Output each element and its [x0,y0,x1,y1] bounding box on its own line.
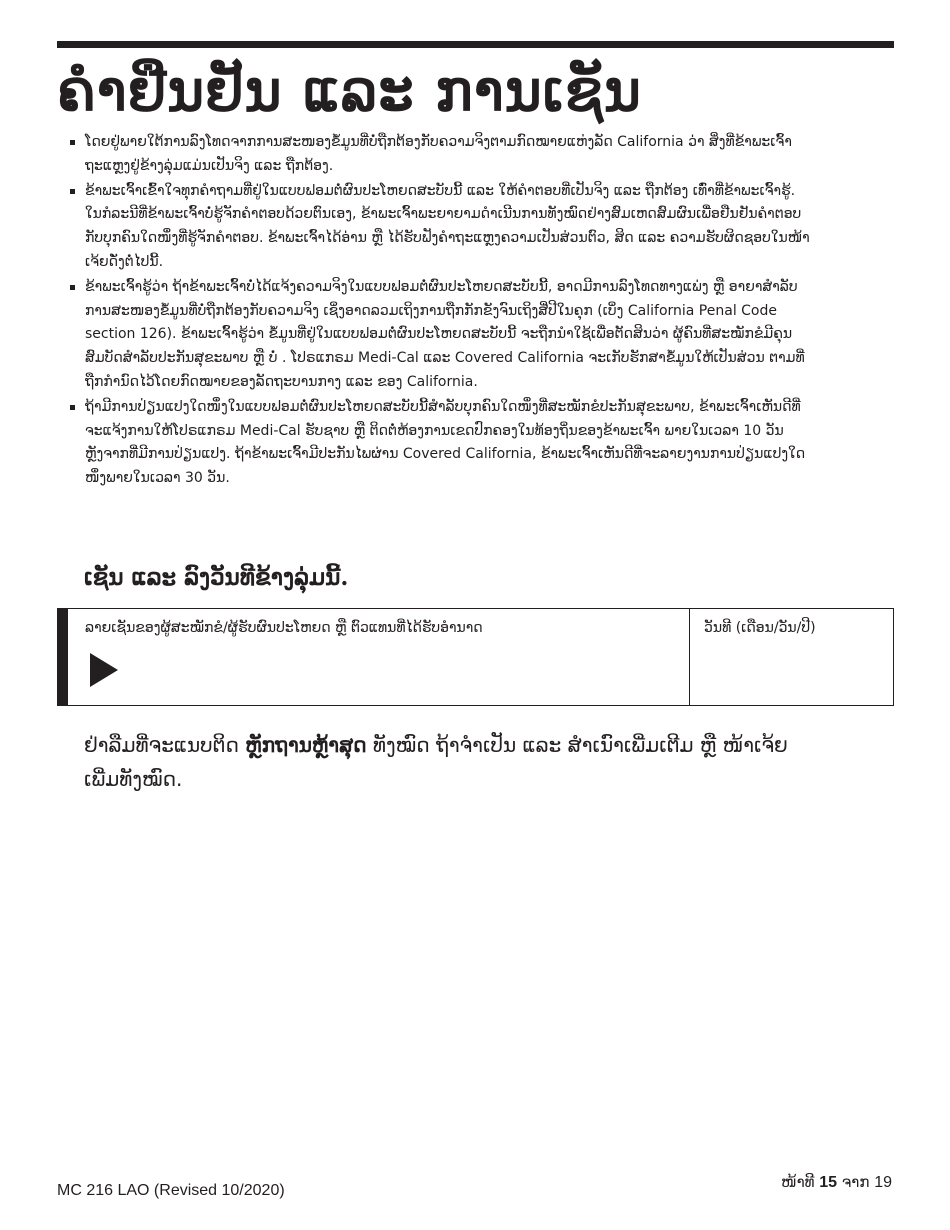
declaration-item-perjury [70,131,810,179]
reminder-emphasis: ຫຼັກຖານຫຼ້າສຸດ [245,733,367,757]
square-bullet-icon [70,140,75,145]
page-total: 19 [874,1174,892,1191]
square-bullet-icon [70,189,75,194]
signature-box-accent-bar [58,609,68,705]
page-current: 15 [819,1174,838,1191]
top-divider-rule [57,41,894,48]
reminder-prefix: ຢ່າລືມທີ່ຈະແນບຕິດ [84,733,246,757]
reminder-suffix: ທັງໝົດ ຖ້າຈໍາເປັນ ແລະ ສໍາເນົາເພີ່ມເຕີມ ຫຼື ໜ້າເຈ້ຍເພີ່ມທັງໝົດ. [84,733,788,791]
declaration-text: ຂ້າພະເຈົ້າຮູ້ວ່າ ຖ້າຂ້າພະເຈົ້າບໍ່ໄດ້ແຈ້ງຄວາມຈິງໃນແບບຟອມຕໍ່ຜົນປະໂຫຍດສະບັບນີ້, ອາດມີການລົງໂທດທາງແພ່ງ ຫຼື ອາຍາສໍາລັບການສະໜອງຂໍ້ມູນທີ່ບໍ່ຖືກຕ້ອງກັບຄວາມຈິງ ເຊິ່ງອາດລວມເຖິງການຖືກກັກຂັງຈົນເຖິງສີ່ປີໃນຄຸກ (ເບິ່ງ California Penal Code section 126). ຂ້າພະເຈົ້າຮູ້ວ່າ ຂໍ້ມູນທີ່ຢູ່ໃນແບບຟອມຕໍ່ຜົນປະໂຫຍດສະບັບນີ້ ຈະຖືກນໍາໃຊ້ເພື່ອຕັດສິນວ່າ ຜູ້ຄົນທີ່ສະໝັກຂໍມີຄຸນສົມບັດສໍາລັບປະກັນສຸຂະພາບ ຫຼື ບໍ່ . ໂປຣແກຣມ Medi-Cal ແລະ Covered California ຈະເກັບຮັກສາຂໍ້ມູນໃຫ້ເປັນສ່ວນ ຕາມທີ່ຖືກກໍານົດໄວ້ໂດຍກົດໝາຍຂອງລັດຖະບານກາງ ແລະ ຂອງ California. [85,278,805,390]
attachment-reminder [84,728,804,796]
date-field[interactable] [690,609,893,705]
signature-date-box [57,608,894,706]
declaration-list [70,131,810,492]
page-word: ໜ້າທີ [781,1173,815,1191]
page-of-word: ຈາກ [841,1173,870,1191]
sign-here-arrow-icon [90,653,118,687]
declaration-text: ຖ້າມີການປ່ຽນແປງໃດໜຶ່ງໃນແບບຟອມຕໍ່ຜົນປະໂຫຍດສະບັບນີ້ສໍາລັບບຸກຄົນໃດໜຶ່ງທີ່ສະໝັກຂໍປະກັນສຸຂະພາບ, ຂ້າພະເຈົ້າເຫັນດີທີ່ຈະແຈ້ງການໃຫ້ໂປຣແກຣມ Medi-Cal ຮັບຊາບ ຫຼື ຕິດຕໍ່ຫ້ອງການເຂດປົກຄອງໃນທ້ອງຖິ່ນຂອງຂ້າພະເຈົ້າ ພາຍໃນເວລາ 10 ວັນ ຫຼັງຈາກທີ່ມີການປ່ຽນແປງ. ຖ້າຂ້າພະເຈົ້າມີປະກັນໄພຜ່ານ Covered California, ຂ້າພະເຈົ້າເຫັນດີທີ່ຈະລາຍງານການປ່ຽນແປງໃດໜຶ່ງພາຍໃນເວລາ 30 ວັນ. [85,398,806,487]
declaration-item-changes [70,396,810,491]
square-bullet-icon [70,405,75,410]
page-title: ຄໍາຢືນຢັນ ແລະ ການເຊັນ [57,58,642,124]
signature-field[interactable] [68,609,690,705]
form-identifier: MC 216 LAO (Revised 10/2020) [57,1182,285,1199]
declaration-text: ໂດຍຢູ່ພາຍໃຕ້ການລົງໂທດຈາກການສະໜອງຂໍ້ມູນທີ່ບໍ່ຖືກຕ້ອງກັບຄວາມຈິງຕາມກົດໝາຍແຫ່ງລັດ California ວ່າ ສິ່ງທີ່ຂ້າພະເຈົ້າຖະແຫຼງຢູ່ຂ້າງລຸ່ມແມ່ນເປັນຈິງ ແລະ ຖືກຕ້ອງ. [85,134,792,174]
page-number [781,1170,892,1195]
signature-label: ລາຍເຊັນຂອງຜູ້ສະໝັກຂໍ/ຜູ້ຮັບຜົນປະໂຫຍດ ຫຼື ຕົວແທນທີ່ໄດ້ຮັບອໍານາດ [85,620,483,636]
sign-section-heading: ເຊັນ ແລະ ລົງວັນທີຂ້າງລຸ່ມນີ້. [84,564,349,591]
square-bullet-icon [70,285,75,290]
declaration-item-penalties [70,276,810,395]
declaration-text: ຂ້າພະເຈົ້າເຂົ້າໃຈທຸກຄໍາຖາມທີ່ຢູ່ໃນແບບຟອມຕໍ່ຜົນປະໂຫຍດສະບັບນີ້ ແລະ ໃຫ້ຄໍາຕອບທີ່ເປັນຈິງ ແລະ ຖືກຕ້ອງ ເທົ່າທີ່ຂ້າພະເຈົ້າຮູ້. ໃນກໍລະນີທີ່ຂ້າພະເຈົ້າບໍ່ຮູ້ຈັກຄໍາຕອບດ້ວຍຕົນເອງ, ຂ້າພະເຈົ້າພະຍາຍາມດໍາເນີນການທັງໝົດຢ່າງສົມເຫດສົມຜົນເພື່ອຢືນຢັນຄໍາຕອບກັບບຸກຄົນໃດໜຶ່ງທີ່ຮູ້ຈັກຄໍາຕອບ. ຂ້າພະເຈົ້າໄດ້ອ່ານ ຫຼື ໄດ້ຮັບຟັງຄໍາຖະແຫຼງຄວາມເປັນສ່ວນຕົວ, ສິດ ແລະ ຄວາມຮັບຜິດຊອບໃນໜ້າເຈ້ຍດັ່ງຕໍ່ໄປນີ້. [85,182,810,270]
date-label: ວັນທີ (ເດືອນ/ວັນ/ປີ) [704,620,816,636]
declaration-item-understanding [70,180,810,275]
